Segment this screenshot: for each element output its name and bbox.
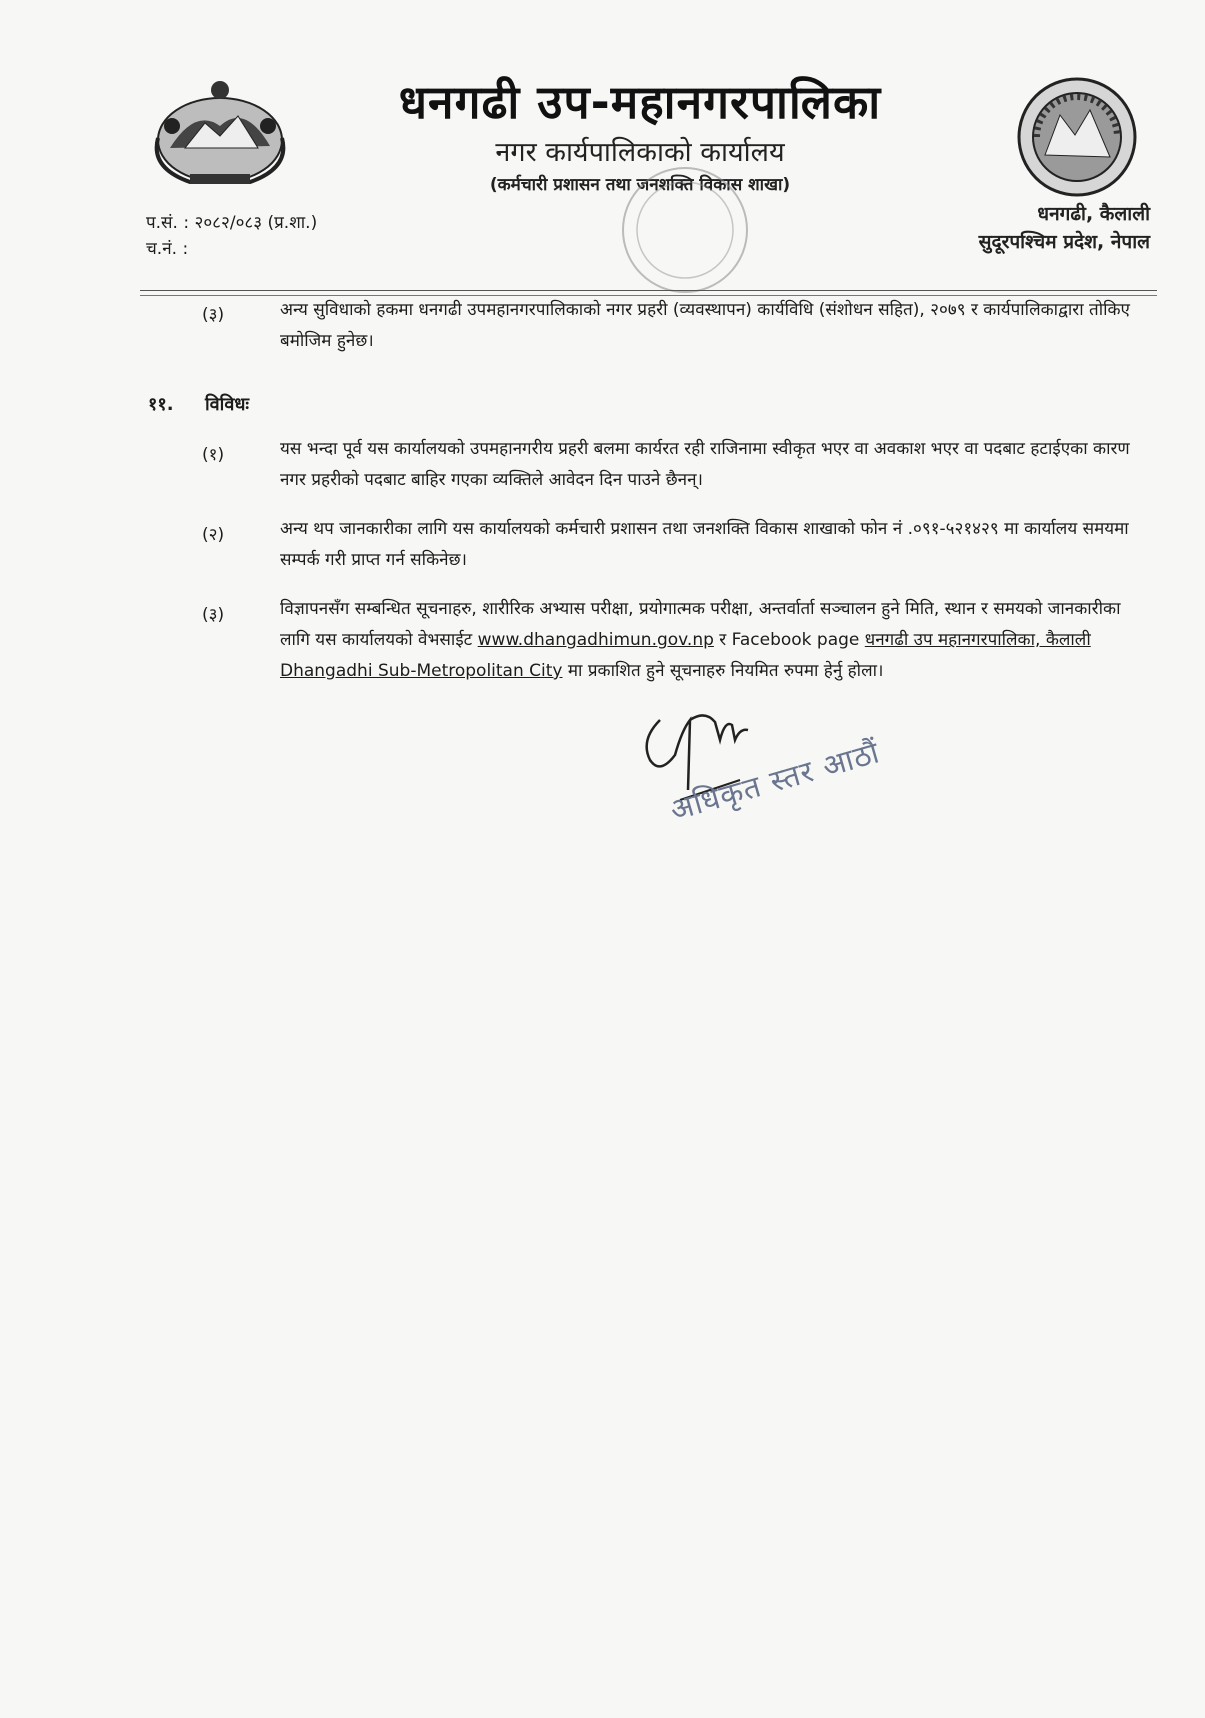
misc-item-text: यस भन्दा पूर्व यस कार्यालयको उपमहानगरीय प्रहरी बलमा कार्यरत रही राजिनामा स्वीकृत भएर वा अवकाश भएर वा पदबाट हटाईएका कारण नगर प्रहरीको पदबाट बाहिर गएका व्यक्तिले आवेदन दिन पाउने छैनन्। [280, 439, 1130, 490]
section-title: विविधः [205, 394, 250, 415]
misc-item-text-part: विज्ञापनसँग सम्बन्धित सूचनाहरु, शारीरिक अभ्यास परीक्षा, प्रयोगात्मक परीक्षा, अन्तर्वार्ता सञ्चालन हुने मिति, स्थान र समयको जानकारीका लागि यस कार्यालयको वेभसाईट [280, 599, 1121, 650]
nepal-emblem-icon [150, 78, 290, 188]
misc-item-text-part: मा प्रकाशित हुने सूचनाहरु नियमित रुपमा हेर्नु होला। [562, 661, 884, 681]
misc-item-number: (१) [202, 445, 225, 465]
address-province: सुदूरपश्चिम प्रदेश, नेपाल [978, 231, 1150, 253]
address-block [979, 200, 1150, 256]
facebook-page-link[interactable]: धनगढी उप महानगरपालिका, कैलाली Dhangadhi Sub-Metropolitan City [280, 630, 1091, 681]
officer-stamp: अधिकृत स्तर आठौं [666, 735, 884, 829]
office-stamp-icon [590, 150, 780, 300]
dispatch-number: च.नं. : [146, 239, 189, 259]
reference-number: प.सं. : २०८२/०८३ (प्र.शा.) [146, 213, 318, 233]
header-rule [140, 290, 1157, 291]
office-subtitle: नगर कार्यपालिकाको कार्यालय [495, 137, 785, 168]
address-city: धनगढी, कैलाली [1037, 203, 1150, 225]
misc-item-text: अन्य थप जानकारीका लागि यस कार्यालयको कर्मचारी प्रशासन तथा जनशक्ति विकास शाखाको फोन नं .०९१-५२१४२९ मा कार्यालय समयमा सम्पर्क गरी प्राप्त गर्न सकिनेछ। [280, 519, 1129, 570]
misc-item-number: (३) [202, 605, 225, 625]
office-title: धनगढी उप-महानगरपालिका [398, 75, 882, 129]
misc-item-number: (२) [202, 525, 225, 545]
item-number: (३) [202, 305, 225, 325]
website-link[interactable]: www.dhangadhimun.gov.np [477, 630, 714, 650]
misc-item-text-part: र Facebook page [713, 630, 865, 650]
section-name: (कर्मचारी प्रशासन तथा जनशक्ति विकास शाखा) [489, 175, 791, 195]
reference-block [146, 210, 317, 262]
item-text: अन्य सुविधाको हकमा धनगढी उपमहानगरपालिकाको नगर प्रहरी (व्यवस्थापन) कार्यविधि (संशोधन सहित), २०७९ र कार्यपालिकाद्वारा तोकिए बमोजिम हुनेछ। [280, 300, 1130, 351]
municipal-seal-icon [1015, 75, 1140, 200]
misc-item-text [280, 594, 1155, 687]
section-number: ११. [148, 394, 174, 415]
